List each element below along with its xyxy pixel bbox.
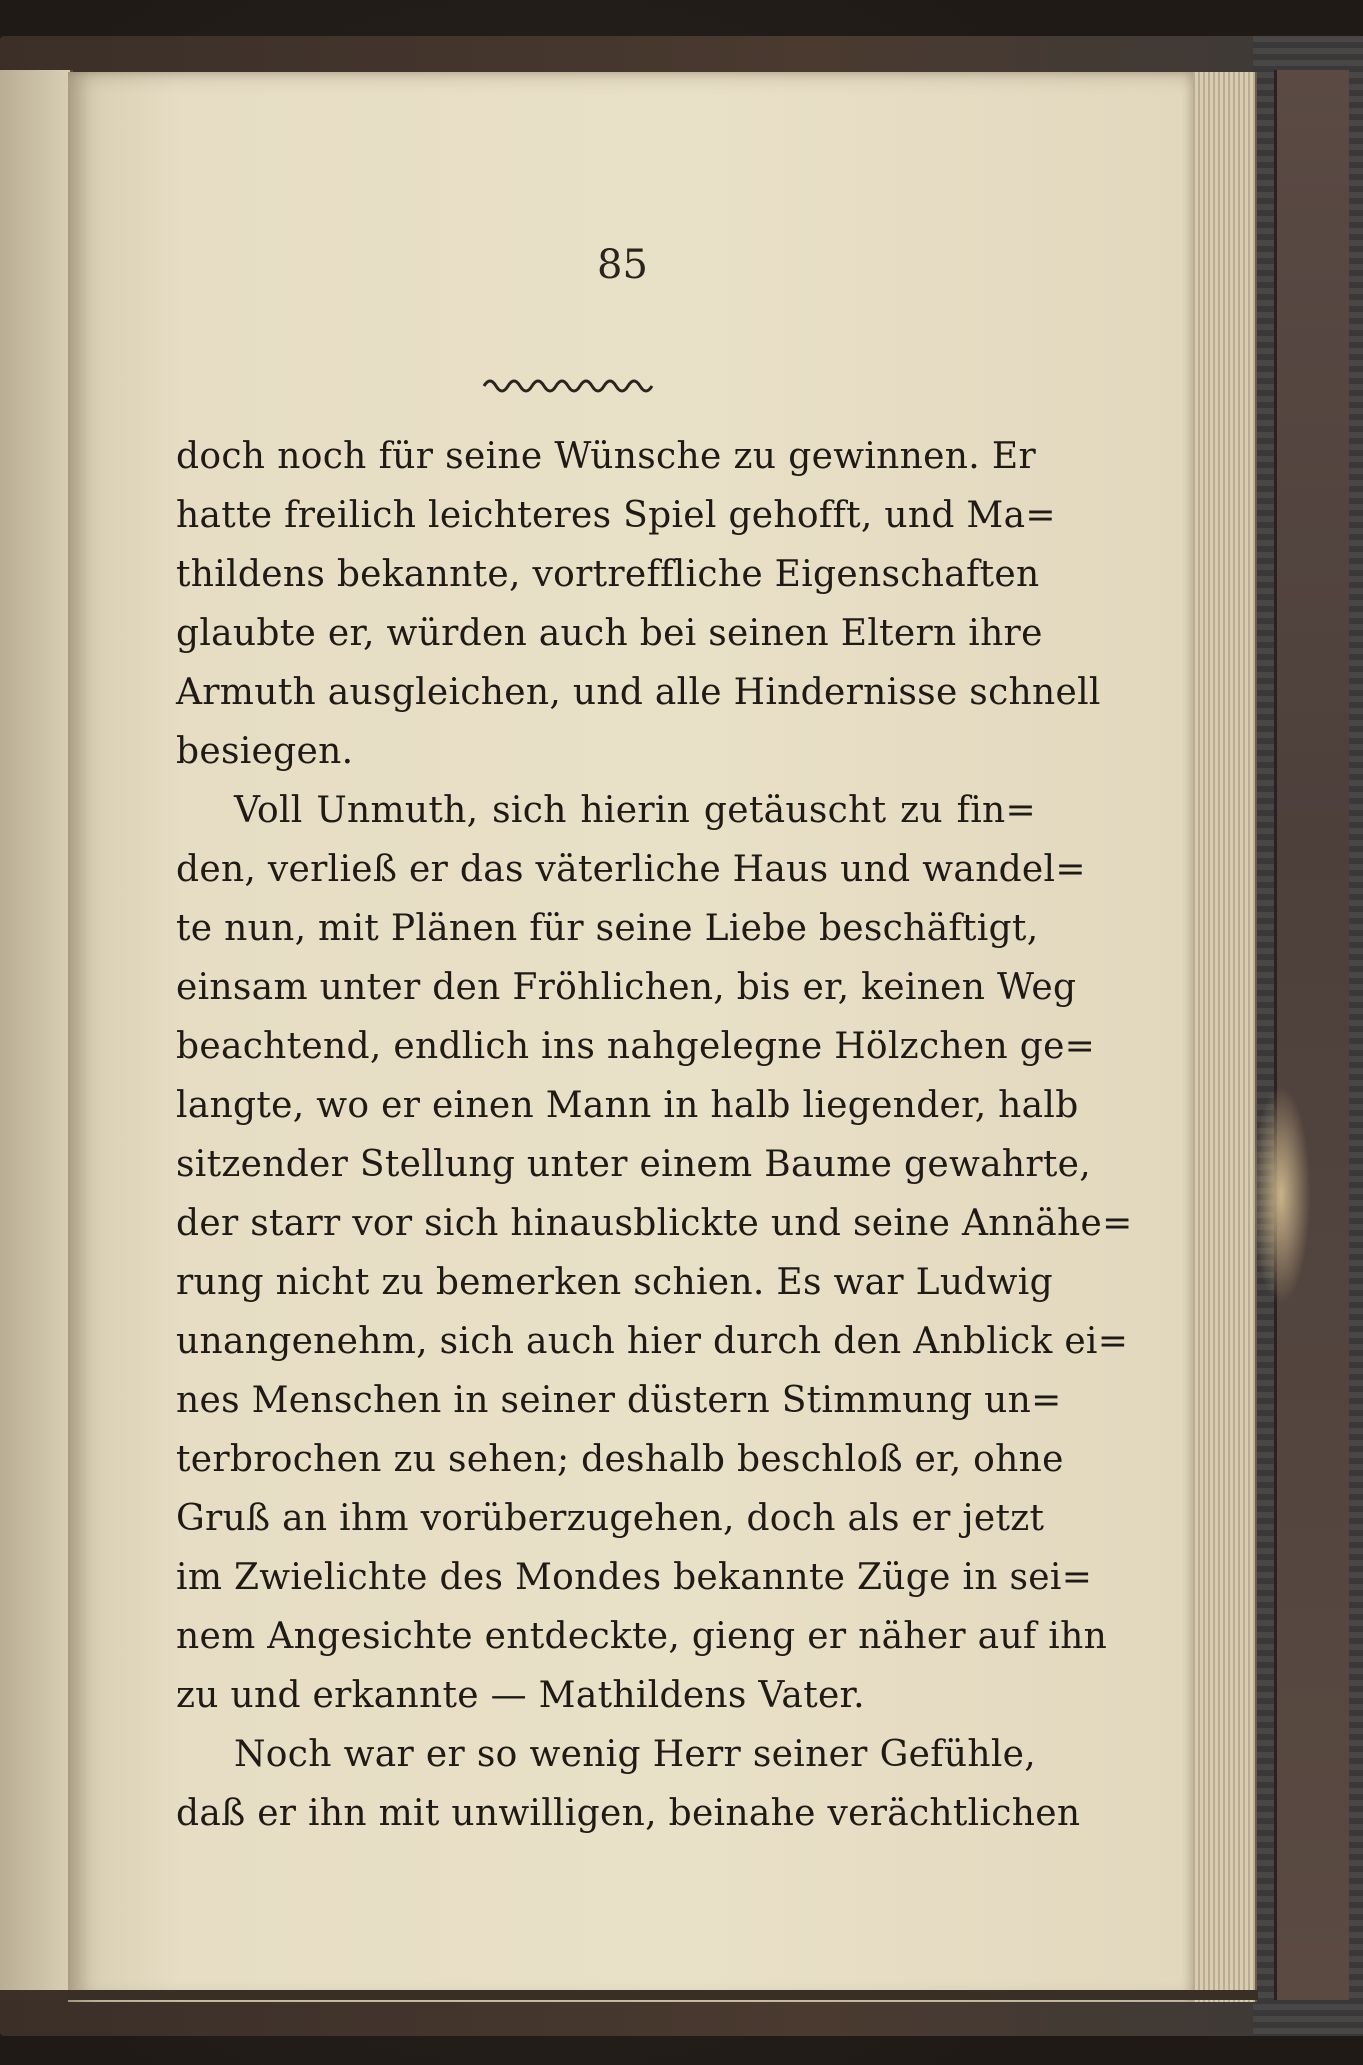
- text-line: rung nicht zu bemerken schien. Es war Ludwig: [176, 1262, 1053, 1303]
- text-line: glaubte er, würden auch bei seinen Eltern ihre: [176, 613, 1043, 654]
- text-line: doch noch für seine Wünsche zu gewinnen. Er: [176, 436, 1036, 477]
- text-line: beachtend, endlich ins nahgelegne Hölzchen ge=: [176, 1026, 1096, 1067]
- text-line: Gruß an ihm vorüberzugehen, doch als er jetzt: [176, 1498, 1045, 1539]
- text-line: Armuth ausgleichen, und alle Hindernisse schnell: [176, 672, 1101, 713]
- page-stack-edges: [1185, 72, 1257, 2002]
- text-line: langte, wo er einen Mann in halb liegender, halb: [176, 1085, 1079, 1126]
- text-line: Noch war er so wenig Herr seiner Gefühle,: [234, 1734, 1036, 1775]
- text-line: im Zwielichte des Mondes bekannte Züge in sei=: [176, 1557, 1093, 1598]
- text-line: hatte freilich leichteres Spiel gehofft, und Ma=: [176, 495, 1056, 536]
- text-line: daß er ihn mit unwilligen, beinahe verächtlichen: [176, 1793, 1081, 1834]
- text-line: einsam unter den Fröhlichen, bis er, keinen Weg: [176, 967, 1077, 1008]
- text-line: der starr vor sich hinausblickte und seine Annähe=: [176, 1203, 1133, 1244]
- text-line: besiegen.: [176, 731, 354, 772]
- text-line: thildens bekannte, vortreffliche Eigenschaften: [176, 554, 1040, 595]
- text-line: zu und erkannte — Mathildens Vater.: [176, 1675, 865, 1716]
- text-line: den, verließ er das väterliche Haus und wandel=: [176, 849, 1086, 890]
- text-line: terbrochen zu sehen; deshalb beschloß er, ohne: [176, 1439, 1064, 1480]
- text-line: te nun, mit Plänen für seine Liebe beschäftigt,: [176, 908, 1039, 949]
- book-bottom-edge: [68, 1990, 1258, 2000]
- wavy-ornament-rule: [480, 372, 660, 396]
- page-stain: [1251, 1085, 1311, 1305]
- leather-spine-corner: [1274, 70, 1349, 2000]
- text-line: nem Angesichte entdeckte, gieng er näher auf ihn: [176, 1616, 1108, 1657]
- page-number: 85: [597, 242, 648, 288]
- text-line: unangenehm, sich auch hier durch den Anblick ei=: [176, 1321, 1129, 1362]
- text-line: nes Menschen in seiner düstern Stimmung un=: [176, 1380, 1062, 1421]
- body-text: [176, 427, 1133, 1843]
- text-line: sitzender Stellung unter einem Baume gewahrte,: [176, 1144, 1091, 1185]
- text-line: Voll Unmuth, sich hierin getäuscht zu fin=: [234, 790, 1036, 831]
- left-page-edge: [0, 70, 73, 1990]
- book-page: [68, 72, 1193, 2002]
